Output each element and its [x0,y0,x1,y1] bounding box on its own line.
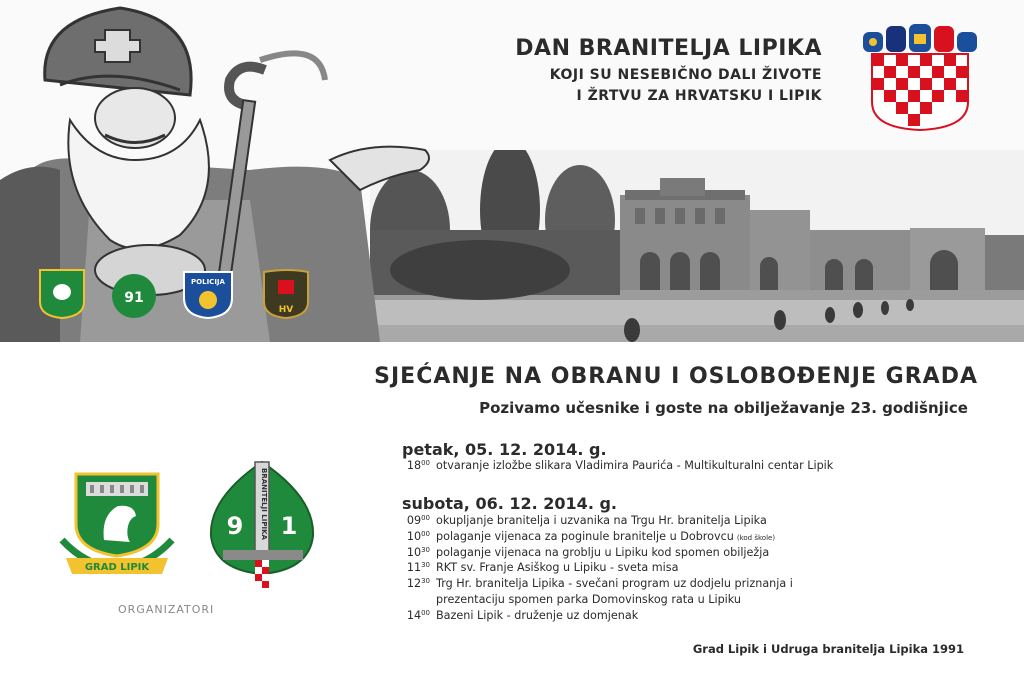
event-text: okupljanje branitelja i uzvanika na Trgu Hr. branitelja Lipika [436,514,767,527]
svg-text:9: 9 [226,512,244,540]
svg-text:1: 1 [280,512,298,540]
unit-badges [38,268,318,320]
day-heading-friday: petak, 05. 12. 2014. g. [402,440,607,459]
svg-text:HV: HV [278,305,294,315]
schedule-row [372,577,972,593]
schedule-row [372,593,972,609]
schedule-row [372,530,972,546]
udruga-branitelja-91-logo [205,458,320,590]
unit-91-badge-icon [112,274,156,318]
footer-credit: Grad Lipik i Udruga branitelja Lipika 1991 [692,642,964,656]
invitation-text: Pozivamo učesnike i goste na obilježavanje 23. godišnjice [479,399,968,417]
svg-text:BRANITELJI LIPIKA: BRANITELJI LIPIKA [260,468,268,540]
event-time: $12^{30}$ [406,577,430,591]
event-text: RKT sv. Franje Asiškog u Lipiku - sveta misa [436,561,679,575]
schedule-row [372,609,972,625]
event-text: polaganje vijenaca na groblju u Lipiku kod spomen obilježja [436,545,770,559]
lipik-badge-icon [40,270,84,318]
header-subtitle-line-1: KOJI SU NESEBIČNO DALI ŽIVOTE [549,67,822,83]
event-text: otvaranje izložbe slikara Vladimira Paurića - Multikulturalni centar Lipik [436,459,834,472]
schedule-row [372,561,972,577]
schedule-row [372,514,972,530]
header-subtitle-line-2: I ŽRTVU ZA HRVATSKU I LIPIK [576,88,822,104]
schedule-row [372,459,972,475]
event-text: Trg Hr. branitelja Lipika - svečani program uz dodjelu priznanja i [436,577,793,591]
svg-text:GRAD LIPIK: GRAD LIPIK [84,562,150,573]
lipik-spa-photo [370,150,1024,342]
event-note: (kod škole) [736,533,776,542]
event-time: $18^{00}$ [406,459,430,472]
event-text: prezentaciju spomen parka Domovinskog rata u Lipiku [436,592,742,606]
event-time: $14^{00}$ [406,608,430,622]
header-title: DAN BRANITELJA LIPIKA [515,36,822,61]
event-text: Bazeni Lipik - druženje uz domjenak [436,608,639,622]
svg-text:POLICIJA: POLICIJA [191,278,225,286]
event-time: $10^{00}$ [406,529,430,543]
schedule-row [372,546,972,562]
event-time: $11^{30}$ [406,561,430,575]
event-time: $09^{00}$ [406,514,430,527]
main-title: SJEĆANJE NA OBRANU I OSLOBOĐENJE GRADA [374,364,978,389]
organizers-label: ORGANIZATORI [118,603,215,616]
schedule-saturday [372,514,972,625]
event-text: polaganje vijenaca za poginule branitelje u Dobrovcu [436,529,734,543]
army-badge-icon [264,270,308,318]
svg-text:91: 91 [124,290,144,306]
croatian-coat-of-arms [861,24,979,132]
event-time: $10^{30}$ [406,545,430,559]
day-heading-saturday: subota, 06. 12. 2014. g. [402,494,617,513]
crown-icon [863,24,977,52]
grad-lipik-logo [56,470,178,580]
police-badge-icon [184,272,232,318]
schedule-friday [372,459,972,475]
